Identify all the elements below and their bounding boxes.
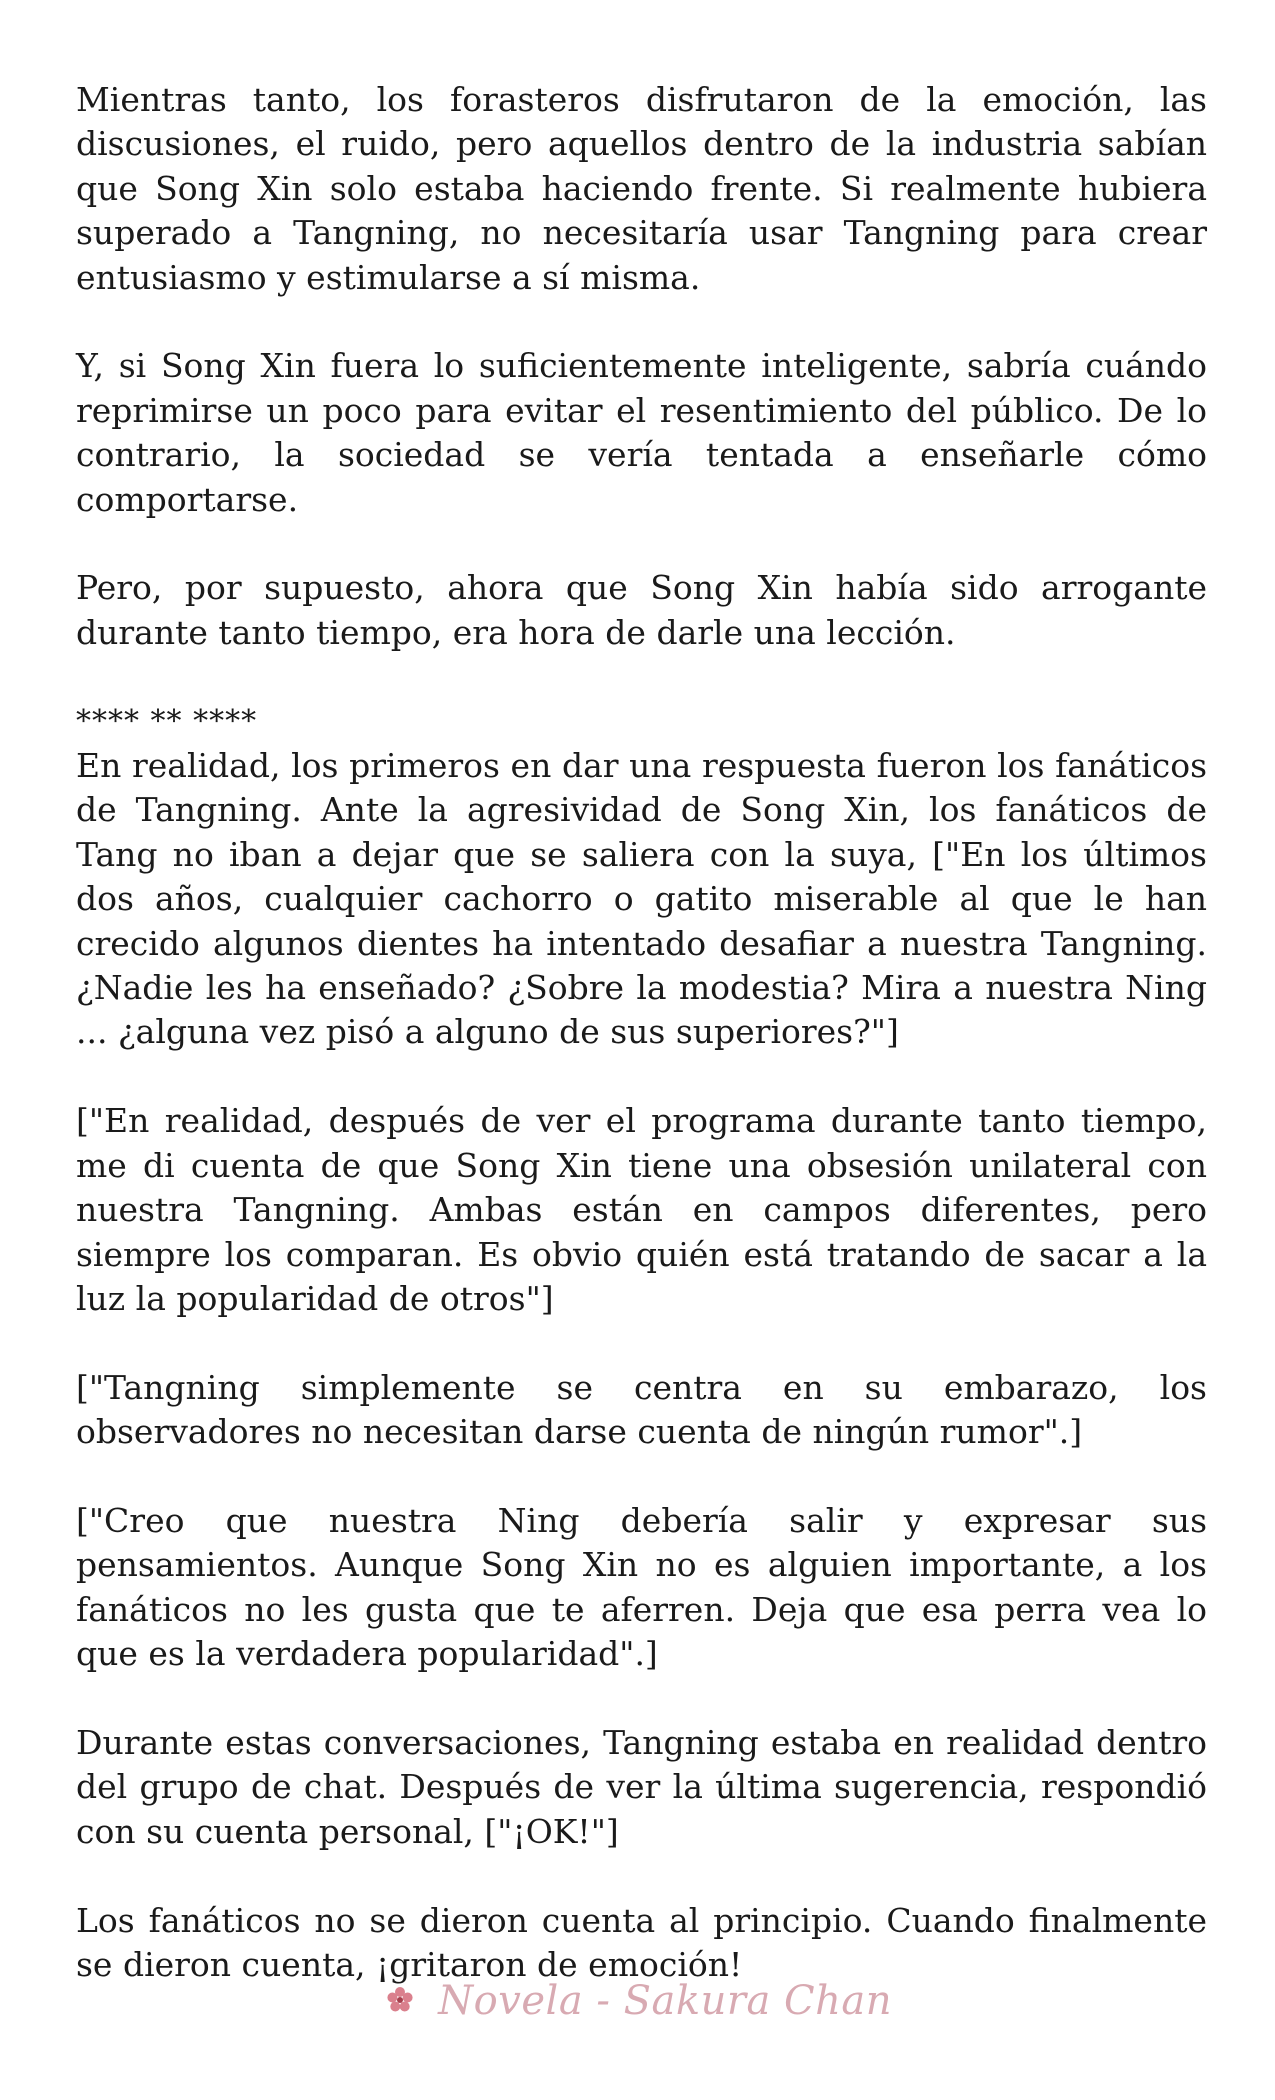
paragraph: Pero, por supuesto, ahora que Song Xin había sido arrogante durante tanto tiempo, era hora de darle una lección. (76, 568, 1207, 652)
document-body (76, 78, 1207, 2032)
paragraph: ["En realidad, después de ver el programa durante tanto tiempo, me di cuenta de que Song Xin tiene una obsesión unilateral con nuestra Tangning. Ambas están en campos diferentes, pero siempre los comparan. Es obvio quién está tratando de sacar a la luz la popularidad de otros"] (76, 1101, 1207, 1318)
paragraph: En realidad, los primeros en dar una respuesta fueron los fanáticos de Tangning. Ante la agresividad de Song Xin, los fanáticos de Tang no iban a dejar que se saliera con la suya, ["En los últimos dos años, cualquier cachorro o gatito miserable al que le han crecido algunos dientes ha intentado desafiar a nuestra Tangning. ¿Nadie les ha enseñado? ¿Sobre la modestia? Mira a nuestra Ning ... ¿alguna vez pisó a alguno de sus superiores?"] (76, 746, 1207, 1052)
paragraph: ["Creo que nuestra Ning debería salir y expresar sus pensamientos. Aunque Song Xin no es alguien importante, a los fanáticos no les gusta que te aferren. Deja que esa perra vea lo que es la verdadera popularidad".] (76, 1500, 1207, 1674)
paragraph: ["Tangning simplemente se centra en su embarazo, los observadores no necesitan darse cuenta de ningún rumor".] (76, 1367, 1207, 1452)
paragraph: Y, si Song Xin fuera lo suficientemente inteligente, sabría cuándo reprimirse un poco para evitar el resentimiento del público. De lo contrario, la sociedad se vería tentada a enseñarle cómo comportarse. (76, 346, 1207, 519)
sakura-flower-icon (383, 1981, 417, 2027)
paragraph: Los fanáticos no se dieron cuenta al principio. Cuando finalmente se dieron cuenta, ¡gritaron de emoción! (76, 1900, 1207, 1984)
paragraph: Durante estas conversaciones, Tangning estaba en realidad dentro del grupo de chat. Después de ver la última sugerencia, respondió con su cuenta personal, ["¡OK!"] (76, 1722, 1207, 1851)
watermark-text: Novela - Sakura Chan (438, 1978, 893, 2024)
paragraph: Mientras tanto, los forasteros disfrutaron de la emoción, las discusiones, el ruido, pero aquellos dentro de la industria sabían que Song Xin solo estaba haciendo frente. Si realmente hubiera superado a Tangning, no necesitaría usar Tangning para crear entusiasmo y estimularse a sí misma. (76, 80, 1207, 297)
scene-separator: **** ** **** (76, 703, 258, 739)
watermark (0, 1978, 1275, 2027)
